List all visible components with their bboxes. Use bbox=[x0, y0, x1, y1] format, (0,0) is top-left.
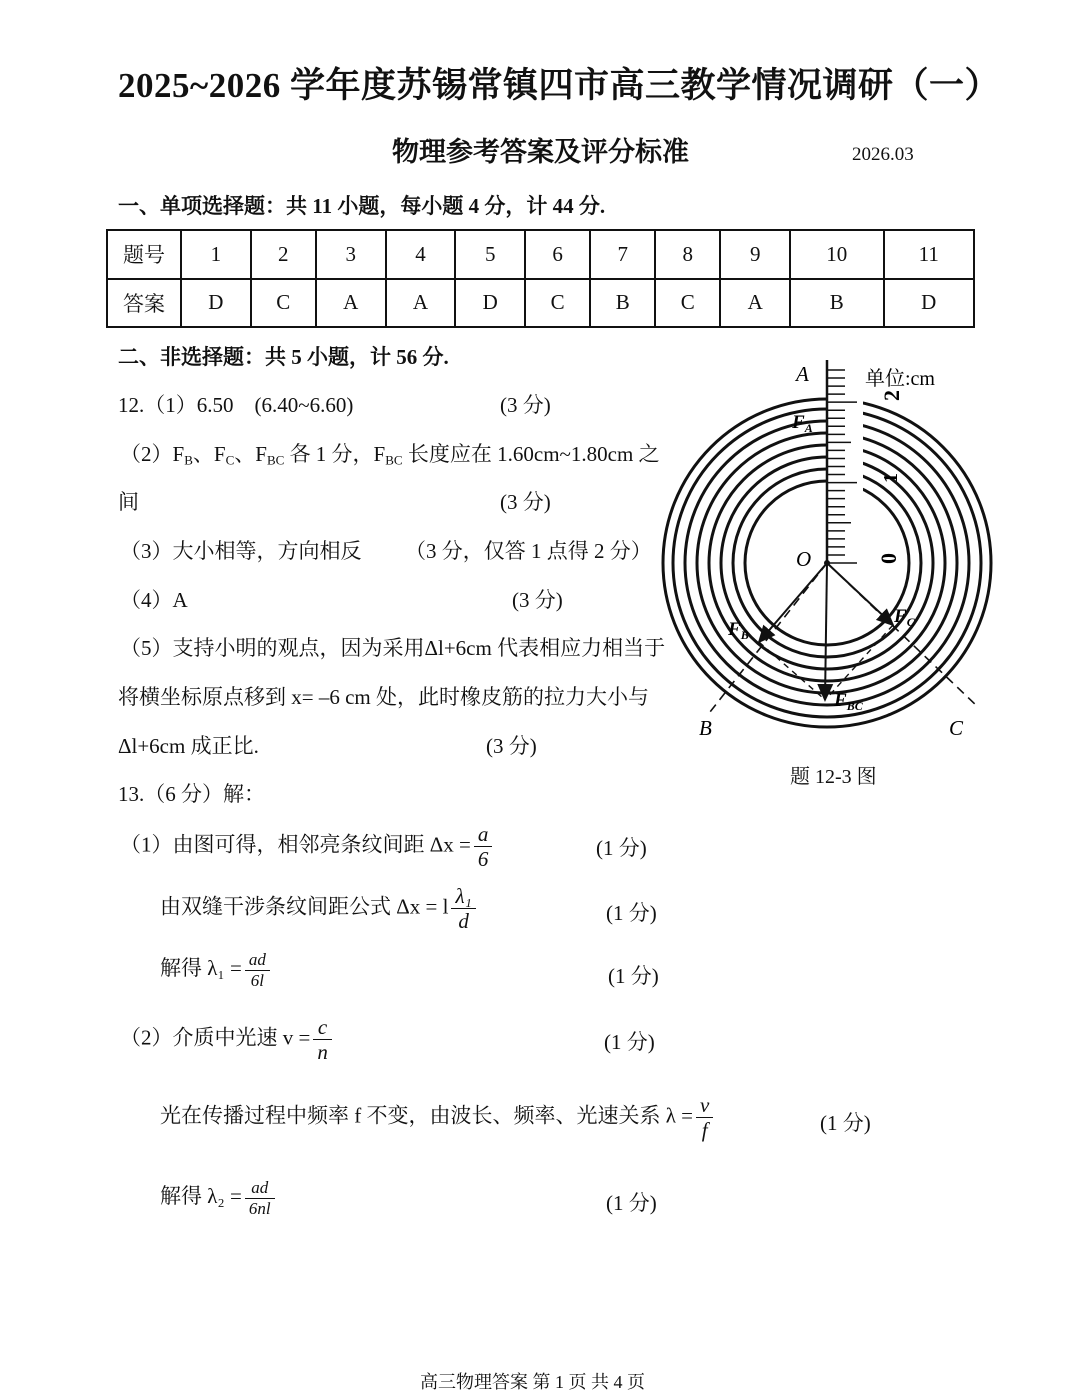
table-cell: 6 bbox=[525, 230, 590, 279]
label-FC-main: F bbox=[894, 606, 907, 627]
q12-part4: （4）A bbox=[120, 588, 188, 612]
label-FC bbox=[893, 606, 916, 629]
ruler-tick-2: 2 bbox=[879, 390, 904, 401]
table-cell: C bbox=[525, 279, 590, 328]
denominator: 6l bbox=[250, 970, 264, 990]
q13-s2b-text: 光在传播过程中频率 f 不变，由波长、频率、光速关系 λ = bbox=[160, 1103, 694, 1128]
q12-part5-line3: Δl+6cm 成正比. bbox=[118, 734, 259, 758]
ruler-tick-1: 1 bbox=[880, 473, 902, 483]
q13-s1c-text: 解得 λ₁ = bbox=[160, 955, 242, 980]
q13-step2b bbox=[160, 1093, 716, 1142]
table-cell: A bbox=[386, 279, 456, 328]
page-footer: 高三物理答案 第 1 页 共 4 页 bbox=[420, 1372, 645, 1392]
ruler-tick-0: 0 bbox=[876, 553, 901, 564]
label-FA bbox=[791, 412, 813, 435]
q13-step2c-score: (1 分) bbox=[606, 1191, 657, 1215]
q12-part5-line2: 将横坐标原点移到 x= –6 cm 处，此时橡皮筋的拉力大小与 bbox=[118, 685, 649, 709]
point-O bbox=[824, 560, 830, 566]
q13-step1a-score: (1 分) bbox=[596, 836, 647, 860]
answer-table bbox=[106, 229, 975, 328]
force-FBC-arrow bbox=[825, 563, 827, 700]
table-cell: 10 bbox=[790, 230, 883, 279]
section1-heading: 一、单项选择题：共 11 小题，每小题 4 分，计 44 分. bbox=[118, 194, 606, 218]
document-date: 2026.03 bbox=[852, 144, 914, 165]
label-FC-sub: C bbox=[906, 615, 915, 629]
denominator: 6nl bbox=[248, 1198, 271, 1218]
label-C: C bbox=[949, 716, 964, 740]
table-cell: 8 bbox=[655, 230, 720, 279]
numerator: c bbox=[313, 1015, 332, 1040]
denominator: d bbox=[458, 909, 469, 934]
q13-step1c bbox=[160, 950, 273, 990]
table-cell: A bbox=[720, 279, 790, 328]
numerator: a bbox=[474, 822, 493, 847]
q13-step2c bbox=[160, 1178, 278, 1218]
table-cell: C bbox=[251, 279, 316, 328]
figure-12-3 bbox=[660, 350, 1000, 750]
table-cell: 4 bbox=[386, 230, 456, 279]
denominator: n bbox=[317, 1040, 328, 1065]
fraction bbox=[451, 884, 475, 933]
q13-heading: 13.（6 分）解： bbox=[118, 782, 265, 806]
label-B: B bbox=[699, 716, 712, 740]
table-row-answers bbox=[107, 279, 974, 328]
table-cell: D bbox=[884, 279, 974, 328]
table-cell: C bbox=[655, 279, 720, 328]
denominator: f bbox=[701, 1118, 708, 1143]
table-cell: 1 bbox=[181, 230, 251, 279]
q13-step1b-score: (1 分) bbox=[606, 901, 657, 925]
q13-step2a bbox=[120, 1015, 335, 1064]
q12-p2-text-c: 、F bbox=[234, 442, 267, 466]
numerator: ad bbox=[245, 950, 270, 971]
table-cell: 3 bbox=[316, 230, 386, 279]
label-FB-sub: B bbox=[740, 628, 749, 642]
table-cell: A bbox=[316, 279, 386, 328]
unit-label: 单位:cm bbox=[865, 368, 935, 390]
table-row-numbers bbox=[107, 230, 974, 279]
q12-p2-text-d: 各 1 分，F bbox=[284, 442, 386, 466]
q12-p2-sub-bc2: BC bbox=[385, 452, 403, 468]
table-cell: B bbox=[590, 279, 655, 328]
label-FBC-main: F bbox=[834, 690, 847, 711]
q12-p2-sub-c: C bbox=[225, 452, 235, 468]
numerator: v bbox=[696, 1093, 713, 1118]
table-cell: 7 bbox=[590, 230, 655, 279]
parallelogram-dash-2 bbox=[827, 625, 893, 698]
numerator: λ₁ bbox=[451, 884, 475, 909]
table-cell: B bbox=[790, 279, 883, 328]
table-cell: 11 bbox=[884, 230, 974, 279]
label-FB bbox=[727, 619, 749, 642]
fraction bbox=[696, 1093, 713, 1142]
q13-step1c-score: (1 分) bbox=[608, 964, 659, 988]
q12-part2-score: (3 分) bbox=[500, 490, 551, 514]
table-header-cell: 答案 bbox=[107, 279, 181, 328]
label-FA-sub: A bbox=[804, 421, 813, 435]
q12-part5-line1: （5）支持小明的观点，因为采用Δl+6cm 代表相应力相当于 bbox=[120, 636, 666, 660]
q12-part2 bbox=[120, 438, 660, 468]
fraction bbox=[474, 822, 493, 871]
q13-step2a-score: (1 分) bbox=[604, 1030, 655, 1054]
label-FBC bbox=[833, 690, 864, 713]
table-cell: 9 bbox=[720, 230, 790, 279]
table-cell: 5 bbox=[455, 230, 525, 279]
q13-step2b-score: (1 分) bbox=[820, 1111, 871, 1135]
table-header-cell: 题号 bbox=[107, 230, 181, 279]
q13-s1a-text: （1）由图可得，相邻亮条纹间距 Δx = bbox=[120, 832, 471, 857]
numerator: ad bbox=[245, 1178, 275, 1199]
q12-p2-text-e: 长度应在 1.60cm~1.80cm 之 bbox=[402, 442, 660, 466]
fraction bbox=[313, 1015, 332, 1064]
page-subtitle: 物理参考答案及评分标准 bbox=[392, 137, 689, 167]
force-FB-arrow bbox=[759, 563, 827, 642]
q12-p2-text-b: 、F bbox=[192, 442, 226, 466]
denominator: 6 bbox=[477, 847, 489, 872]
figure-caption: 题 12-3 图 bbox=[790, 766, 877, 788]
section2-heading: 二、非选择题：共 5 小题，计 56 分. bbox=[118, 345, 449, 369]
label-FA-main: F bbox=[792, 412, 805, 433]
fraction bbox=[245, 1178, 275, 1218]
q13-step1b bbox=[160, 884, 479, 933]
label-A: A bbox=[796, 362, 809, 386]
table-cell: D bbox=[455, 279, 525, 328]
q12-part5-score: (3 分) bbox=[486, 734, 537, 758]
label-O: O bbox=[796, 547, 812, 571]
q13-s2c-text: 解得 λ₂ = bbox=[160, 1183, 242, 1208]
q12-part3: （3）大小相等，方向相反 bbox=[120, 539, 362, 563]
table-cell: D bbox=[181, 279, 251, 328]
q12-p2-sub-b: B bbox=[184, 452, 193, 468]
fraction bbox=[245, 950, 270, 990]
force-FC-arrow bbox=[827, 563, 893, 625]
q12-part4-score: (3 分) bbox=[512, 588, 563, 612]
q13-s2a-text: （2）介质中光速 v = bbox=[120, 1025, 311, 1050]
label-FB-main: F bbox=[728, 619, 741, 640]
table-cell: 2 bbox=[251, 230, 316, 279]
label-FBC-sub: BC bbox=[846, 699, 863, 713]
q12-part1-score: (3 分) bbox=[500, 393, 551, 417]
q13-step1a bbox=[120, 822, 495, 871]
q12-p2-text-a: （2）F bbox=[120, 442, 185, 466]
q12-part2-cont: 间 bbox=[118, 490, 139, 514]
q12-part1: 12.（1）6.50 (6.40~6.60) bbox=[118, 393, 354, 417]
q13-s1b-text: 由双缝干涉条纹间距公式 Δx = l bbox=[160, 894, 449, 919]
q12-part3-score: （3 分，仅答 1 点得 2 分） bbox=[405, 539, 652, 563]
q12-p2-sub-bc: BC bbox=[266, 452, 285, 468]
page-title: 2025~2026 学年度苏锡常镇四市高三教学情况调研（一） bbox=[118, 66, 1000, 105]
